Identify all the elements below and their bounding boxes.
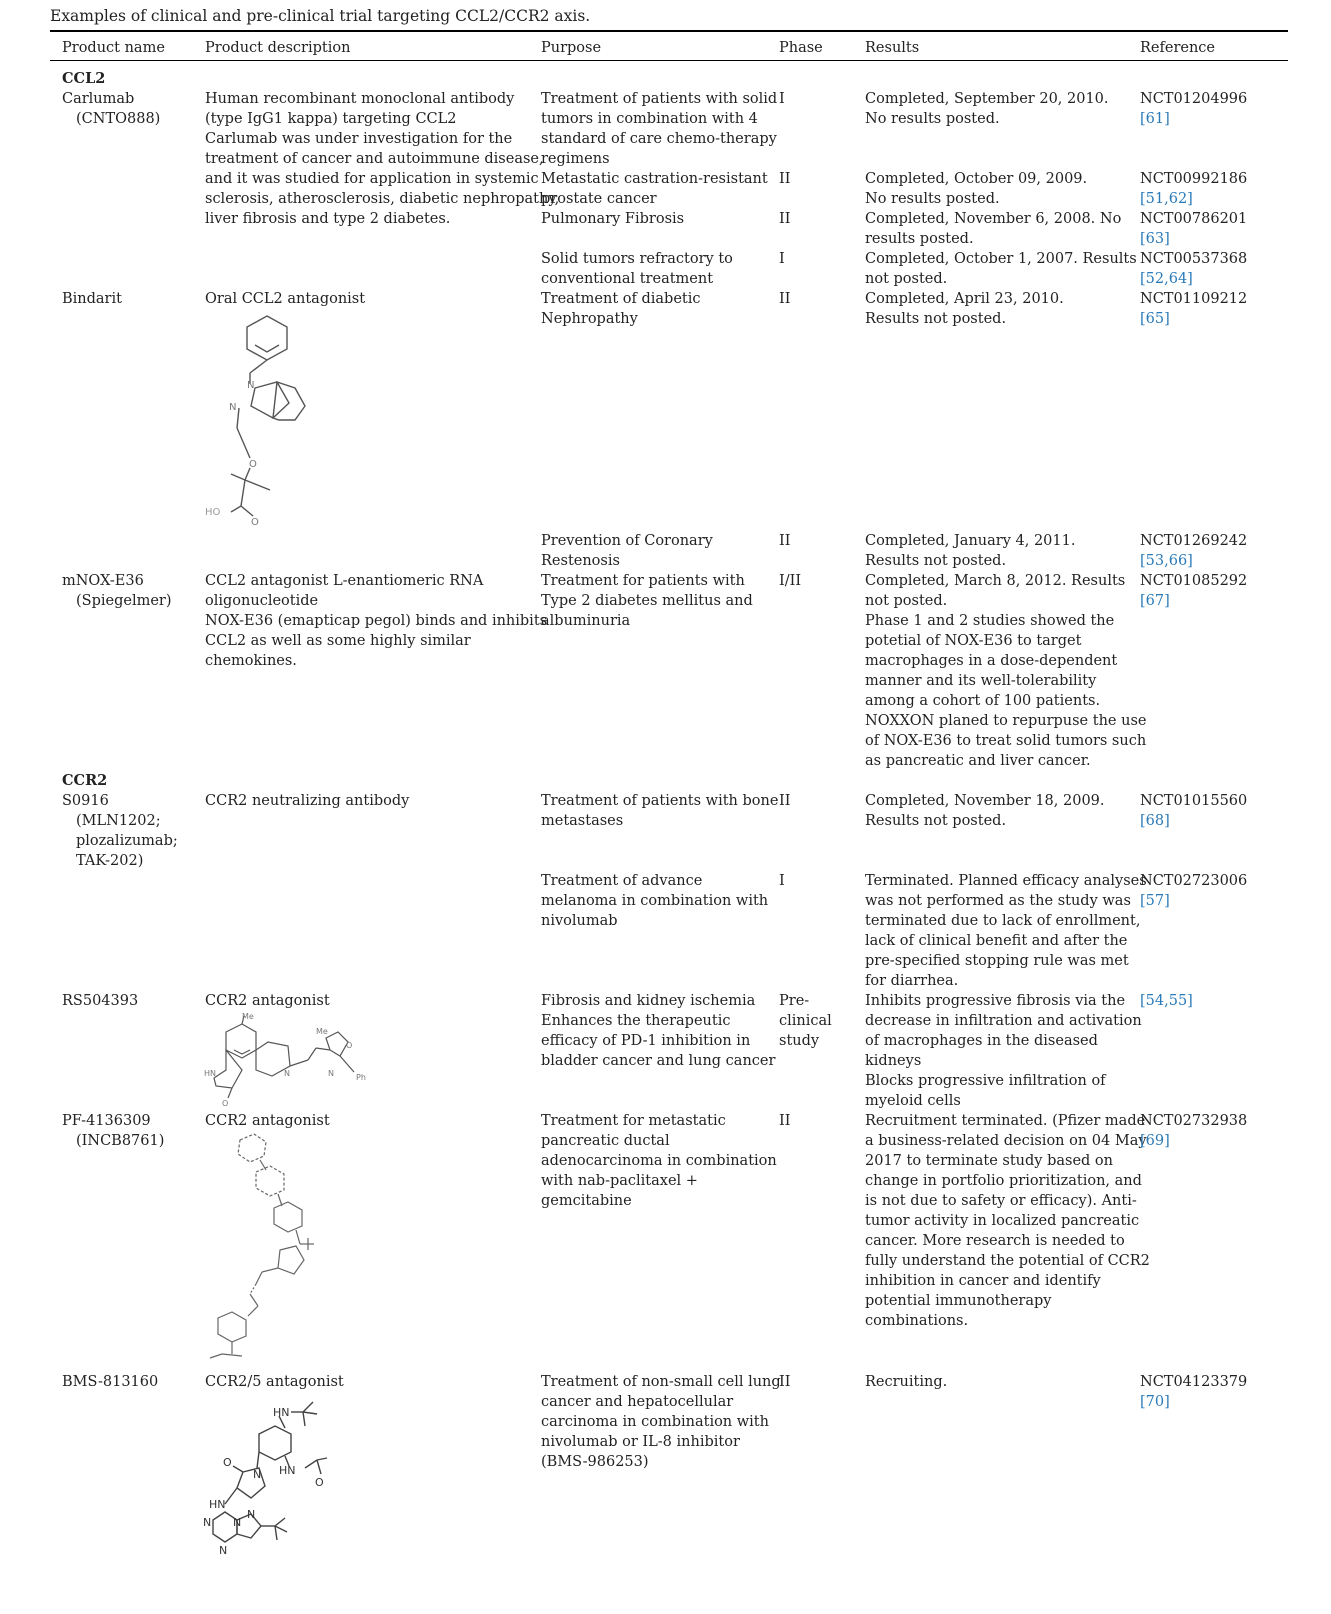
purpose-line: pancreatic ductal (541, 1133, 670, 1149)
purpose-line: Nephropathy (541, 311, 638, 327)
results-line: tumor activity in localized pancreatic (865, 1213, 1140, 1229)
product-alias: (INCB8761) (76, 1133, 165, 1149)
atom-label-me: Me (242, 1012, 254, 1021)
atom-label-n: N (284, 1069, 290, 1078)
atom-label-o: O (222, 1099, 229, 1108)
purpose-line: nivolumab (541, 913, 618, 929)
phase-cell: I (779, 873, 785, 889)
product-name: Carlumab (62, 91, 135, 107)
purpose-line: Restenosis (541, 553, 620, 569)
atom-label-n: N (219, 1544, 228, 1557)
phase-cell: II (779, 793, 791, 809)
purpose-line: Solid tumors refractory to (541, 251, 733, 267)
results-line: among a cohort of 100 patients. (865, 693, 1101, 709)
purpose-line: cancer and hepatocellular (541, 1394, 734, 1410)
results-line: results posted. (865, 231, 974, 247)
reference-link[interactable]: [61] (1140, 111, 1170, 127)
description-line: liver fibrosis and type 2 diabetes. (205, 211, 451, 227)
product-name: mNOX-E36 (62, 573, 144, 589)
description-line: CCL2 as well as some highly similar (205, 633, 471, 649)
product-alias: plozalizumab; (76, 833, 178, 849)
purpose-line: nivolumab or IL-8 inhibitor (541, 1434, 740, 1450)
results-line: Completed, October 09, 2009. (865, 171, 1088, 187)
atom-label-n: N (328, 1069, 334, 1078)
reference-link[interactable]: [68] (1140, 813, 1170, 829)
col-header-reference: Reference (1140, 40, 1215, 56)
purpose-line: Treatment of patients with solid (541, 91, 778, 107)
nct-id: NCT00992186 (1140, 171, 1248, 187)
col-header-purpose: Purpose (541, 40, 602, 56)
results-line: Phase 1 and 2 studies showed the (865, 613, 1115, 629)
purpose-line: Metastatic castration-resistant (541, 171, 768, 187)
phase-cell: II (779, 533, 791, 549)
description-line: CCR2/5 antagonist (205, 1374, 344, 1390)
results-line: lack of clinical benefit and after the (865, 933, 1128, 949)
results-line: Completed, January 4, 2011. (865, 533, 1076, 549)
results-line: not posted. (865, 593, 948, 609)
atom-label-o: O (251, 517, 259, 528)
description-line: CCL2 antagonist L-enantiomeric RNA (205, 573, 484, 589)
purpose-line: prostate cancer (541, 191, 657, 207)
col-header-phase: Phase (779, 40, 823, 56)
nct-id: NCT02723006 (1140, 873, 1248, 889)
results-line: Completed, November 6, 2008. No (865, 211, 1122, 227)
results-line: Blocks progressive infiltration of (865, 1073, 1106, 1089)
results-line: as pancreatic and liver cancer. (865, 753, 1091, 769)
reference-link[interactable]: [54,55] (1140, 993, 1193, 1009)
purpose-line: standard of care chemo-therapy (541, 131, 777, 147)
purpose-line: tumors in combination with 4 (541, 111, 758, 127)
atom-label-me: Me (316, 1027, 328, 1036)
atom-label-n: N (253, 1468, 262, 1481)
results-line: decrease in infiltration and activation (865, 1013, 1142, 1029)
results-line: potential immunotherapy (865, 1293, 1052, 1309)
group-label-ccr2: CCR2 (62, 772, 108, 789)
purpose-line: Prevention of Coronary (541, 533, 713, 549)
purpose-line: melanoma in combination with (541, 893, 769, 909)
purpose-line: Treatment of diabetic (541, 291, 701, 307)
col-header-product: Product name (62, 40, 165, 56)
top-rule (50, 30, 1288, 32)
description-line: treatment of cancer and autoimmune disease, (205, 151, 544, 167)
results-line: a business-related decision on 04 May (865, 1133, 1147, 1149)
results-line: Recruiting. (865, 1374, 948, 1390)
phase-cell: I (779, 251, 785, 267)
product-alias: TAK-202) (76, 853, 144, 869)
product-alias: (CNTO888) (76, 111, 161, 127)
phase-cell: II (779, 1374, 791, 1390)
results-line: inhibition in cancer and identify (865, 1273, 1101, 1289)
results-line: fully understand the potential of CCR2 (865, 1253, 1150, 1269)
purpose-line: Treatment of patients with bone (541, 793, 779, 809)
reference-link[interactable]: [52,64] (1140, 271, 1193, 287)
description-line: oligonucleotide (205, 593, 319, 609)
results-line: not posted. (865, 271, 948, 287)
results-line: Completed, September 20, 2010. (865, 91, 1109, 107)
description-line: sclerosis, atherosclerosis, diabetic nephropathy, (205, 191, 560, 207)
purpose-line: carcinoma in combination with (541, 1414, 769, 1430)
description-line: Oral CCL2 antagonist (205, 291, 366, 307)
purpose-line: conventional treatment (541, 271, 714, 287)
atom-label-o: O (346, 1041, 353, 1050)
product-alias: (Spiegelmer) (76, 593, 172, 609)
results-line: terminated due to lack of enrollment, (865, 913, 1141, 929)
results-line: Completed, November 18, 2009. (865, 793, 1105, 809)
purpose-line: metastases (541, 813, 624, 829)
atom-label-n: N (229, 402, 237, 413)
description-line: Human recombinant monoclonal antibody (205, 91, 515, 107)
results-line: for diarrhea. (865, 973, 959, 989)
purpose-line: Treatment of non-small cell lung (541, 1374, 781, 1390)
phase-cell: I (779, 91, 785, 107)
results-line: Inhibits progressive fibrosis via the (865, 993, 1126, 1009)
purpose-line: adenocarcinoma in combination (541, 1153, 777, 1169)
description-line: chemokines. (205, 653, 297, 669)
results-line: No results posted. (865, 191, 1000, 207)
results-line: Results not posted. (865, 553, 1007, 569)
results-line: Terminated. Planned efficacy analyses (865, 873, 1147, 889)
purpose-line: Treatment of advance (541, 873, 703, 889)
purpose-line: albuminuria (541, 613, 631, 629)
results-line: Completed, March 8, 2012. Results (865, 573, 1126, 589)
results-line: cancer. More research is needed to (865, 1233, 1125, 1249)
purpose-line: Treatment for patients with (541, 573, 745, 589)
product-alias: (MLN1202; (76, 813, 161, 829)
results-line: combinations. (865, 1313, 969, 1329)
nct-id: NCT01085292 (1140, 573, 1248, 589)
atom-label-n: N (203, 1516, 212, 1529)
product-name: BMS-813160 (62, 1374, 159, 1390)
rs504393-structure (198, 1008, 378, 1108)
purpose-line: Fibrosis and kidney ischemia (541, 993, 756, 1009)
results-line: of NOX-E36 to treat solid tumors such (865, 733, 1147, 749)
phase-cell: II (779, 211, 791, 227)
atom-label-hn: HN (279, 1464, 296, 1477)
atom-label-o: O (223, 1456, 232, 1469)
results-line: Results not posted. (865, 311, 1007, 327)
reference-link[interactable]: [51,62] (1140, 191, 1193, 207)
reference-link[interactable]: [69] (1140, 1133, 1170, 1149)
nct-id: NCT02732938 (1140, 1113, 1248, 1129)
nct-id: NCT00786201 (1140, 211, 1248, 227)
header-rule (50, 60, 1288, 61)
purpose-line: Type 2 diabetes mellitus and (541, 593, 753, 609)
reference-link[interactable]: [65] (1140, 311, 1170, 327)
bindarit-structure (195, 308, 325, 534)
nct-id: NCT01109212 (1140, 291, 1248, 307)
results-line: Completed, April 23, 2010. (865, 291, 1064, 307)
phase-cell: II (779, 291, 791, 307)
phase-cell: I/II (779, 573, 802, 589)
reference-link[interactable]: [67] (1140, 593, 1170, 609)
nct-id: NCT01269242 (1140, 533, 1248, 549)
results-line: No results posted. (865, 111, 1000, 127)
results-line: Completed, October 1, 2007. Results (865, 251, 1137, 267)
results-line: macrophages in a dose-dependent (865, 653, 1118, 669)
results-line: change in portfolio prioritization, and (865, 1173, 1142, 1189)
results-line: manner and its well-tolerability (865, 673, 1097, 689)
atom-label-n: N (247, 1508, 256, 1521)
purpose-line: Treatment for metastatic (541, 1113, 726, 1129)
atom-label-hn: HN (204, 1069, 216, 1078)
purpose-line: Enhances the therapeutic (541, 1013, 731, 1029)
purpose-line: with nab-paclitaxel + (541, 1173, 698, 1189)
description-line: and it was studied for application in systemic (205, 171, 539, 187)
atom-label-n: N (233, 1516, 242, 1529)
product-name: Bindarit (62, 291, 122, 307)
description-line: Carlumab was under investigation for the (205, 131, 513, 147)
results-line: is not due to safety or efficacy). Anti- (865, 1193, 1137, 1209)
results-line: myeloid cells (865, 1093, 961, 1109)
results-line: NOXXON planed to repurpuse the use (865, 713, 1147, 729)
product-name: PF-4136309 (62, 1113, 151, 1129)
bms-813160-structure (195, 1394, 335, 1564)
purpose-line: (BMS-986253) (541, 1454, 649, 1470)
product-name: S0916 (62, 793, 109, 809)
reference-link[interactable]: [63] (1140, 231, 1170, 247)
description-line: CCR2 antagonist (205, 993, 330, 1009)
description-line: CCR2 neutralizing antibody (205, 793, 410, 809)
group-label-ccl2: CCL2 (62, 70, 106, 87)
results-line: kidneys (865, 1053, 922, 1069)
atom-label-hn: HN (273, 1406, 290, 1419)
atom-label-hn: HN (209, 1498, 226, 1511)
phase-cell: Pre- (779, 993, 810, 1009)
atom-label-o: O (315, 1476, 324, 1489)
phase-cell: clinical (779, 1013, 832, 1029)
purpose-line: bladder cancer and lung cancer (541, 1053, 776, 1069)
col-header-description: Product description (205, 40, 351, 56)
phase-cell: study (779, 1033, 820, 1049)
reference-link[interactable]: [57] (1140, 893, 1170, 909)
results-line: 2017 to terminate study based on (865, 1153, 1114, 1169)
atom-label-ph: Ph (356, 1073, 366, 1082)
description-line: (type IgG1 kappa) targeting CCL2 (205, 111, 457, 127)
atom-label-o: O (249, 459, 257, 470)
results-line: potetial of NOX-E36 to target (865, 633, 1082, 649)
results-line: Results not posted. (865, 813, 1007, 829)
col-header-results: Results (865, 40, 920, 56)
reference-link[interactable]: [70] (1140, 1394, 1170, 1410)
purpose-line: regimens (541, 151, 610, 167)
nct-id: NCT01015560 (1140, 793, 1248, 809)
atom-label-ho: HO (205, 507, 221, 518)
nct-id: NCT04123379 (1140, 1374, 1248, 1390)
nct-id: NCT01204996 (1140, 91, 1248, 107)
purpose-line: gemcitabine (541, 1193, 632, 1209)
table-caption: Examples of clinical and pre-clinical trial targeting CCL2/CCR2 axis. (50, 7, 591, 25)
results-line: pre-specified stopping rule was met (865, 953, 1129, 969)
product-name: RS504393 (62, 993, 139, 1009)
nct-id: NCT00537368 (1140, 251, 1248, 267)
purpose-line: efficacy of PD-1 inhibition in (541, 1033, 751, 1049)
phase-cell: II (779, 1113, 791, 1129)
results-line: Recruitment terminated. (Pfizer made (865, 1113, 1146, 1129)
results-line: of macrophages in the diseased (865, 1033, 1098, 1049)
description-line: CCR2 antagonist (205, 1113, 330, 1129)
reference-link[interactable]: [53,66] (1140, 553, 1193, 569)
purpose-line: Pulmonary Fibrosis (541, 211, 685, 227)
results-line: was not performed as the study was (865, 893, 1131, 909)
description-line: NOX-E36 (emapticap pegol) binds and inhibits (205, 613, 548, 629)
atom-label-n: N (247, 380, 255, 391)
phase-cell: II (779, 171, 791, 187)
pf-4136309-structure (200, 1132, 320, 1367)
